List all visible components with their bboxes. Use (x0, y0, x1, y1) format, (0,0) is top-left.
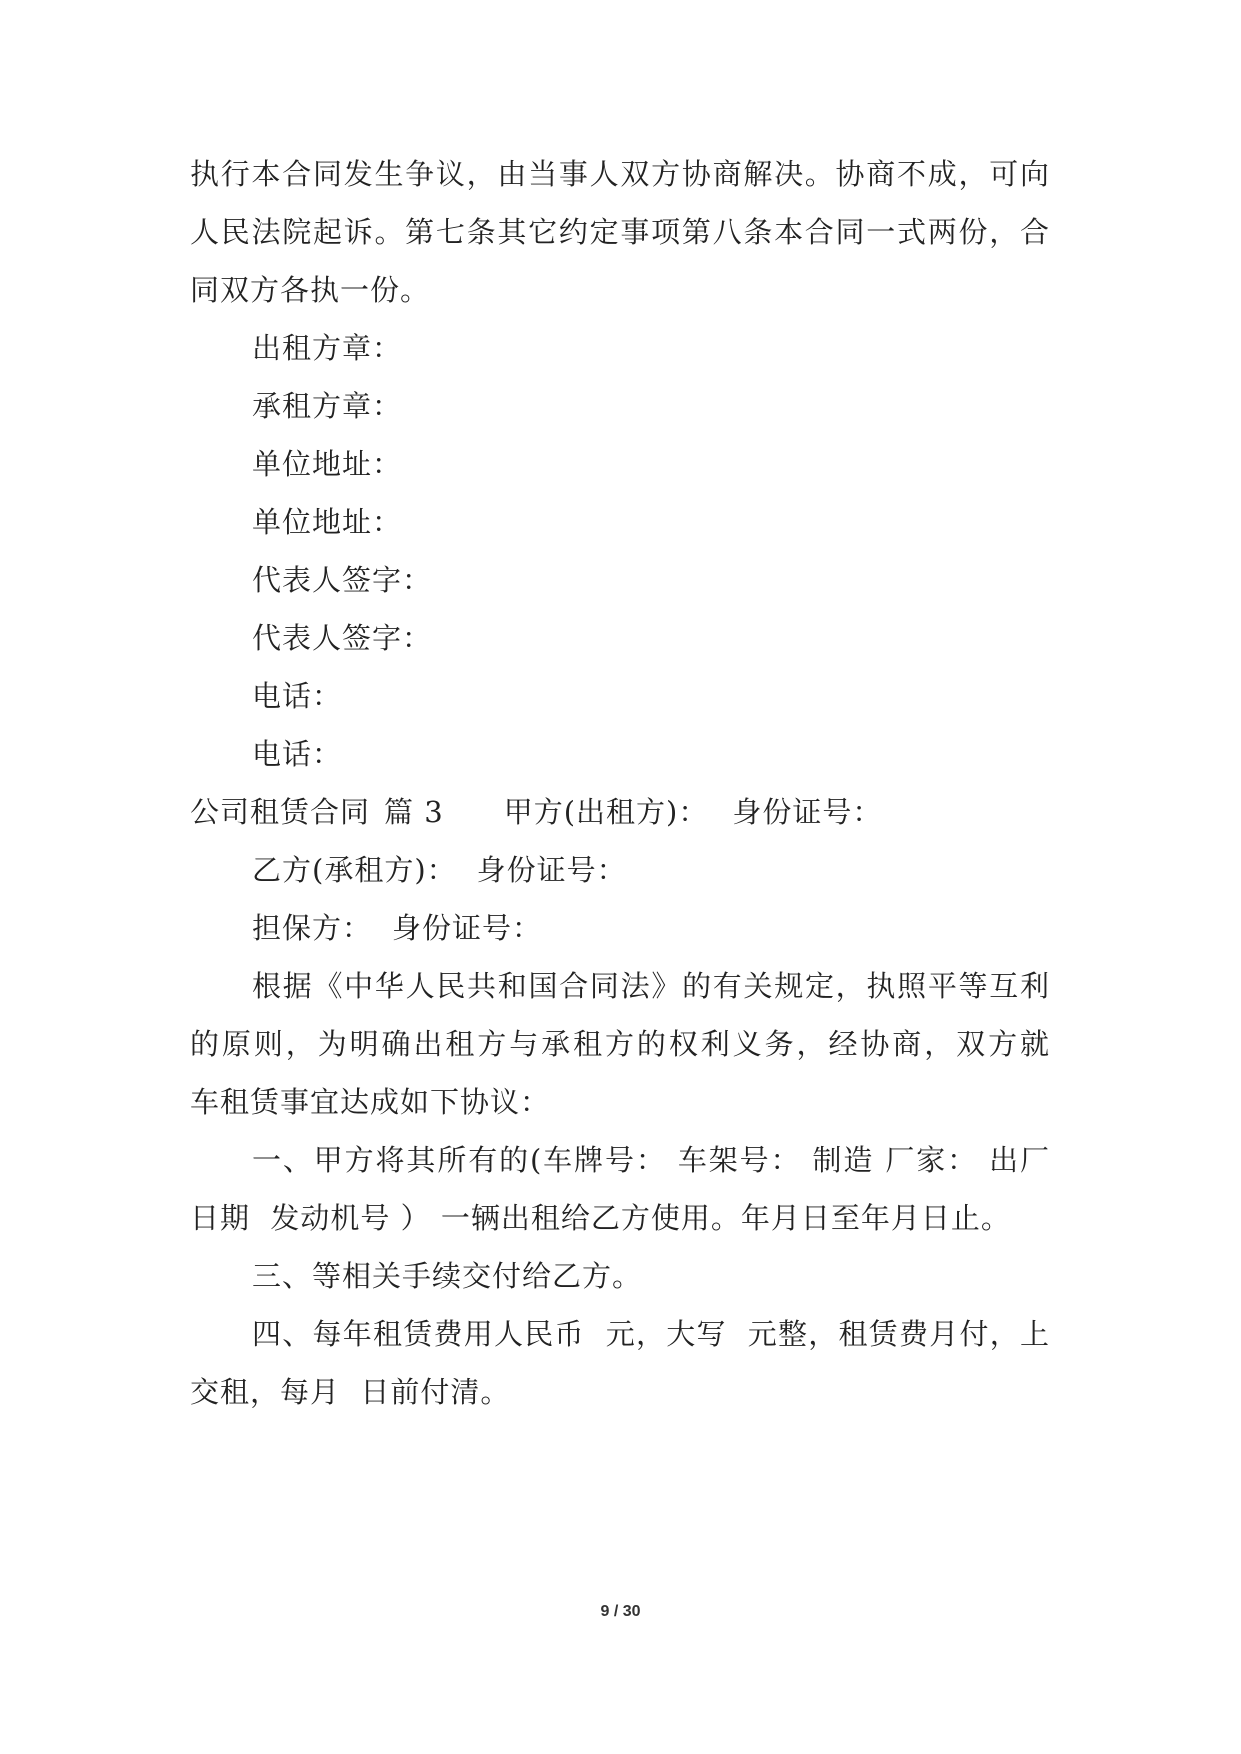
page-number: 9 / 30 (600, 1603, 641, 1620)
section-title: 公司租赁合同 (190, 795, 371, 829)
signature-field-representative: 代表人签字： (252, 621, 433, 655)
paragraph-line: 同双方各执一份。 (190, 273, 431, 307)
paragraph-line: 执行本合同发生争议，由当事人双方协商解决。协商不成，可向 (190, 157, 1050, 191)
paragraph-line: 人民法院起诉。第七条其它约定事项第八条本合同一式两份，合 (190, 215, 1050, 249)
signature-field-phone: 电话： (252, 737, 343, 771)
paragraph-line: 一、甲方将其所有的(车牌号： 车架号： 制造 厂家： 出厂 (252, 1143, 1050, 1177)
paragraph-line: 三、等相关手续交付给乙方。 (252, 1259, 643, 1293)
signature-field-representative: 代表人签字： (252, 563, 433, 597)
guarantor-label: 担保方： (252, 911, 373, 945)
paragraph-line: 的原则，为明确出租方与承租方的权利义务，经协商，双方就 (190, 1027, 1050, 1061)
paragraph-line: 交租，每月 日前付清。 (190, 1375, 511, 1409)
paragraph-line: 四、每年租赁费用人民币 元，大写 元整，租赁费月付，上 (252, 1317, 1050, 1351)
guarantor-line (252, 908, 542, 948)
paragraph-line: 车租赁事宜达成如下协议： (190, 1085, 551, 1119)
paragraph-line: 日期 发动机号 ） 一辆出租给乙方使用。年月日至年月日止。 (190, 1201, 1011, 1235)
signature-field-lessor-seal: 出租方章： (252, 331, 403, 365)
signature-field-address: 单位地址： (252, 447, 403, 481)
party-b-label: 乙方(承租方)： (252, 853, 457, 887)
signature-field-phone: 电话： (252, 679, 343, 713)
party-b-line (252, 850, 627, 890)
paragraph-line: 根据《中华人民共和国合同法》的有关规定，执照平等互利 (252, 969, 1050, 1003)
party-b-id-label: 身份证号： (476, 853, 627, 887)
signature-field-lessee-seal: 承租方章： (252, 389, 403, 423)
section-part: 篇 3 (384, 795, 444, 829)
party-a-id-label: 身份证号： (732, 795, 883, 829)
party-a-label: 甲方(出租方)： (503, 795, 709, 829)
guarantor-id-label: 身份证号： (392, 911, 543, 945)
section-heading (190, 792, 882, 832)
signature-field-address: 单位地址： (252, 505, 403, 539)
